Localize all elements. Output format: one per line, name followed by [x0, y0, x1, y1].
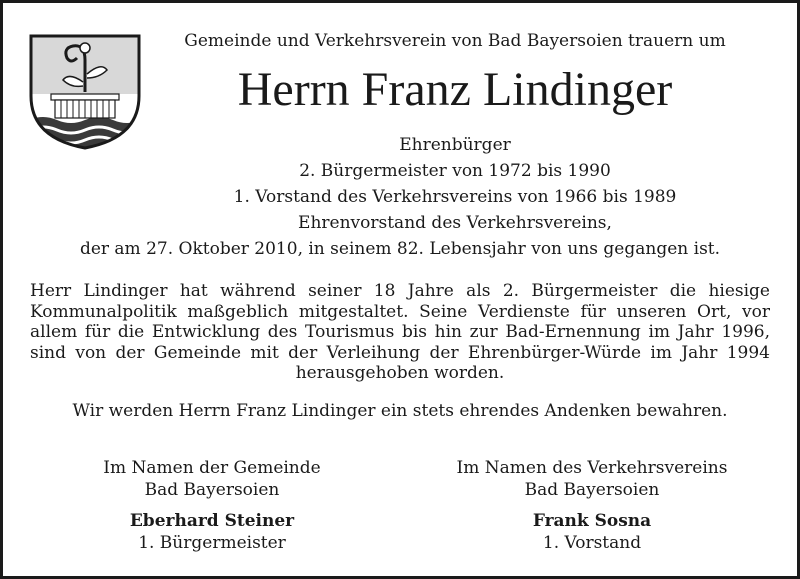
death-notice-line: der am 27. Oktober 2010, in seinem 82. Lebensjahr von uns gegangen ist.: [79, 239, 721, 259]
signature-block-tourism-association: [427, 457, 757, 554]
honor-line: Ehrenvorstand des Verkehrsvereins,: [298, 213, 612, 233]
signature-place: Bad Bayersoien: [524, 480, 660, 500]
signer-role: 1. Vorstand: [542, 533, 642, 553]
tribute-paragraph: Herr Lindinger hat während seiner 18 Jahre als 2. Bürgermeister die hiesige Kommunalpolitik maßgeblich mitgestaltet. Seine Verdienste für unseren Ort, vor allem für die Entwicklung des Tourismus bis hin zur Bad-Ernennung im Jahr 1996, sind von der Gemeinde mit der Verleihung der Ehrenbürger-Würde im Jahr 1994 herausgehoben worden.: [30, 281, 770, 383]
signer-name: Frank Sosna: [532, 511, 652, 531]
honors-list: [150, 132, 760, 236]
closing-line: Wir werden Herrn Franz Lindinger ein stets ehrendes Andenken bewahren.: [72, 401, 728, 421]
honor-line: Ehrenbürger: [399, 135, 511, 155]
signature-on-behalf: Im Namen des Verkehrsvereins: [456, 458, 728, 478]
deceased-name: Herrn Franz Lindinger: [237, 63, 673, 116]
signer-role: 1. Bürgermeister: [138, 533, 286, 553]
signature-block-municipality: [47, 457, 377, 554]
signature-place: Bad Bayersoien: [144, 480, 280, 500]
honor-line: 1. Vorstand des Verkehrsvereins von 1966 bis 1989: [233, 187, 677, 207]
intro-line: Gemeinde und Verkehrsverein von Bad Bayersoien trauern um: [184, 31, 726, 51]
honor-line: 2. Bürgermeister von 1972 bis 1990: [299, 161, 611, 181]
coat-of-arms-icon: [29, 34, 141, 150]
signature-on-behalf: Im Namen der Gemeinde: [103, 458, 321, 478]
signer-name: Eberhard Steiner: [129, 511, 295, 531]
